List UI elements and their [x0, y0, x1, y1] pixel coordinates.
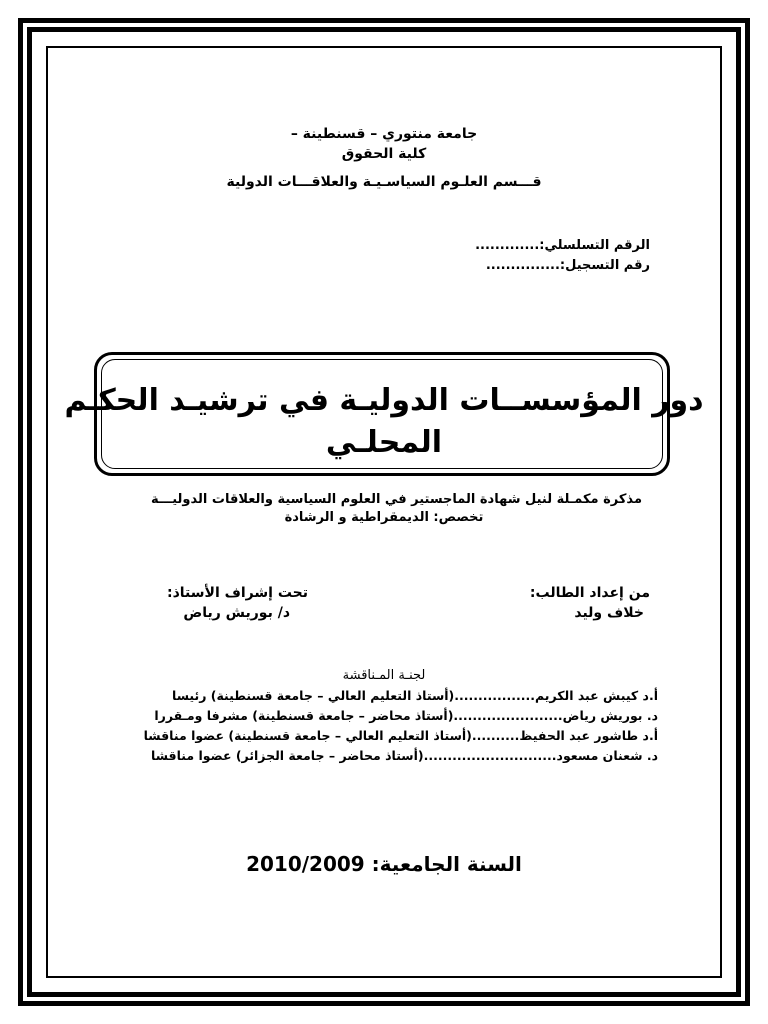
- jury-heading: لجنـة المـناقشة: [342, 668, 426, 683]
- academic-year: السنة الجامعية: 2010/2009: [246, 852, 522, 876]
- supervisor-name: د/ بوريش رياض: [183, 605, 290, 621]
- specialization: تخصص: الديمقراطية و الرشادة: [284, 510, 484, 525]
- registration-number: رقم التسجيل:...............: [485, 258, 650, 273]
- prepared-by-label: من إعداد الطالب:: [529, 585, 650, 601]
- jury-member: أ.د كيبش عبد الكريم.................(أستاذ التعليم العالي – جامعة قسنطينة) رئيسا: [172, 688, 658, 703]
- student-name: خلاف وليد: [574, 605, 644, 621]
- memo-description: مذكرة مكمـلة لنيل شهادة الماجستير في العلوم السياسية والعلاقات الدوليـــة: [151, 492, 642, 507]
- jury-member: أ.د طاشور عبد الحفيظ..........(أستاذ التعليم العالي – جامعة قسنطينة) عضوا مناقشا: [143, 728, 658, 743]
- department-name: قـــسم العلـوم السياسـيـة والعلاقـــات الدولية: [226, 174, 542, 190]
- thesis-title: [0, 380, 768, 464]
- university-name: جامعة منتوري – قسنطينة –: [290, 126, 478, 142]
- serial-number: الرقم التسلسلي:.............: [475, 238, 650, 253]
- jury-member: د. شعنان مسعود............................(أستاذ محاضر – جامعة الجزائر) عضوا مناقشا: [151, 748, 658, 763]
- thesis-title-line2: المحلـي: [325, 425, 443, 460]
- thesis-title-line1: دور المؤسســات الدوليـة في ترشيـد الحكـم: [64, 383, 704, 418]
- faculty-name: كلية الحقوق: [341, 146, 427, 162]
- supervisor-label: تحت إشراف الأستاذ:: [167, 585, 308, 601]
- jury-member: د. بوريش رياض.......................(أستاذ محاضر – جامعة قسنطينة) مشرفا ومـقررا: [154, 708, 658, 723]
